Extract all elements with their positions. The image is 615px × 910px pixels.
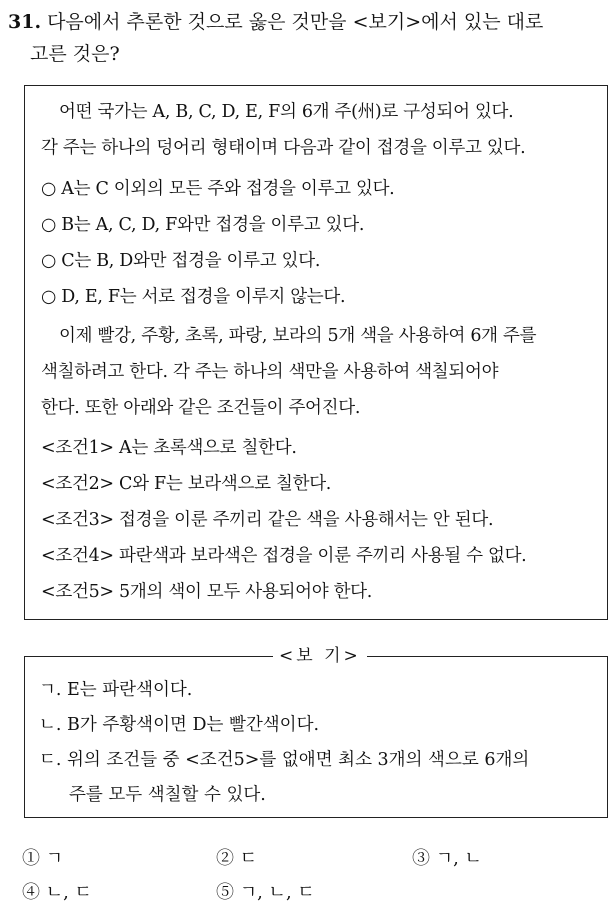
condition-item: <조건4> 파란색과 보라색은 접경을 이룬 주끼리 사용될 수 없다. xyxy=(41,546,527,566)
passage-intro-line-2: 각 주는 하나의 덩어리 형태이며 다음과 같이 접경을 이루고 있다. xyxy=(41,138,526,158)
bogi-box xyxy=(24,646,608,818)
passage-intro-line-1: 어떤 국가는 A, B, C, D, E, F의 6개 주(州)로 구성되어 있다. xyxy=(59,102,514,122)
question-line-1 xyxy=(8,6,608,38)
answer-choice-2[interactable]: ② ㄷ xyxy=(216,848,258,869)
answer-choice-3[interactable]: ③ ㄱ, ㄴ xyxy=(412,848,482,869)
condition-item: <조건1> A는 초록색으로 칠한다. xyxy=(41,438,297,458)
bogi-item-continuation: 주를 모두 색칠할 수 있다. xyxy=(69,785,266,805)
bogi-item: ㄴ. B가 주황색이면 D는 빨간색이다. xyxy=(39,715,320,735)
answer-choice-5[interactable]: ⑤ ㄱ, ㄴ, ㄷ xyxy=(216,882,315,903)
fact-item: ○ C는 B, D와만 접경을 이루고 있다. xyxy=(41,251,321,271)
bogi-title: <보 기> xyxy=(273,644,367,668)
question-stem xyxy=(8,6,608,70)
fact-item: ○ A는 C 이외의 모든 주와 접경을 이루고 있다. xyxy=(41,179,395,199)
color-paragraph-line-1: 이제 빨강, 주황, 초록, 파랑, 보라의 5개 색을 사용하여 6개 주를 xyxy=(59,326,537,346)
bogi-item: ㄷ. 위의 조건들 중 <조건5>를 없애면 최소 3개의 색으로 6개의 xyxy=(39,750,530,770)
fact-item: ○ B는 A, C, D, F와만 접경을 이루고 있다. xyxy=(41,215,365,235)
condition-item: <조건3> 접경을 이룬 주끼리 같은 색을 사용해서는 안 된다. xyxy=(41,510,494,530)
condition-item: <조건2> C와 F는 보라색으로 칠한다. xyxy=(41,474,332,494)
question-number: 31. xyxy=(8,11,42,33)
bogi-item: ㄱ. E는 파란색이다. xyxy=(39,680,193,700)
fact-item: ○ D, E, F는 서로 접경을 이루지 않는다. xyxy=(41,287,346,307)
answer-choice-1[interactable]: ① ㄱ xyxy=(22,848,64,869)
passage-box xyxy=(24,85,608,620)
color-paragraph-line-2: 색칠하려고 한다. 각 주는 하나의 색만을 사용하여 색칠되어야 xyxy=(41,362,499,382)
question-line-2: 고른 것은? xyxy=(30,43,120,65)
question-text: 다음에서 추론한 것으로 옳은 것만을 <보기>에서 있는 대로 xyxy=(47,11,544,33)
answer-choice-4[interactable]: ④ ㄴ, ㄷ xyxy=(22,882,92,903)
condition-item: <조건5> 5개의 색이 모두 사용되어야 한다. xyxy=(41,582,373,602)
color-paragraph-line-3: 한다. 또한 아래와 같은 조건들이 주어진다. xyxy=(41,398,361,418)
